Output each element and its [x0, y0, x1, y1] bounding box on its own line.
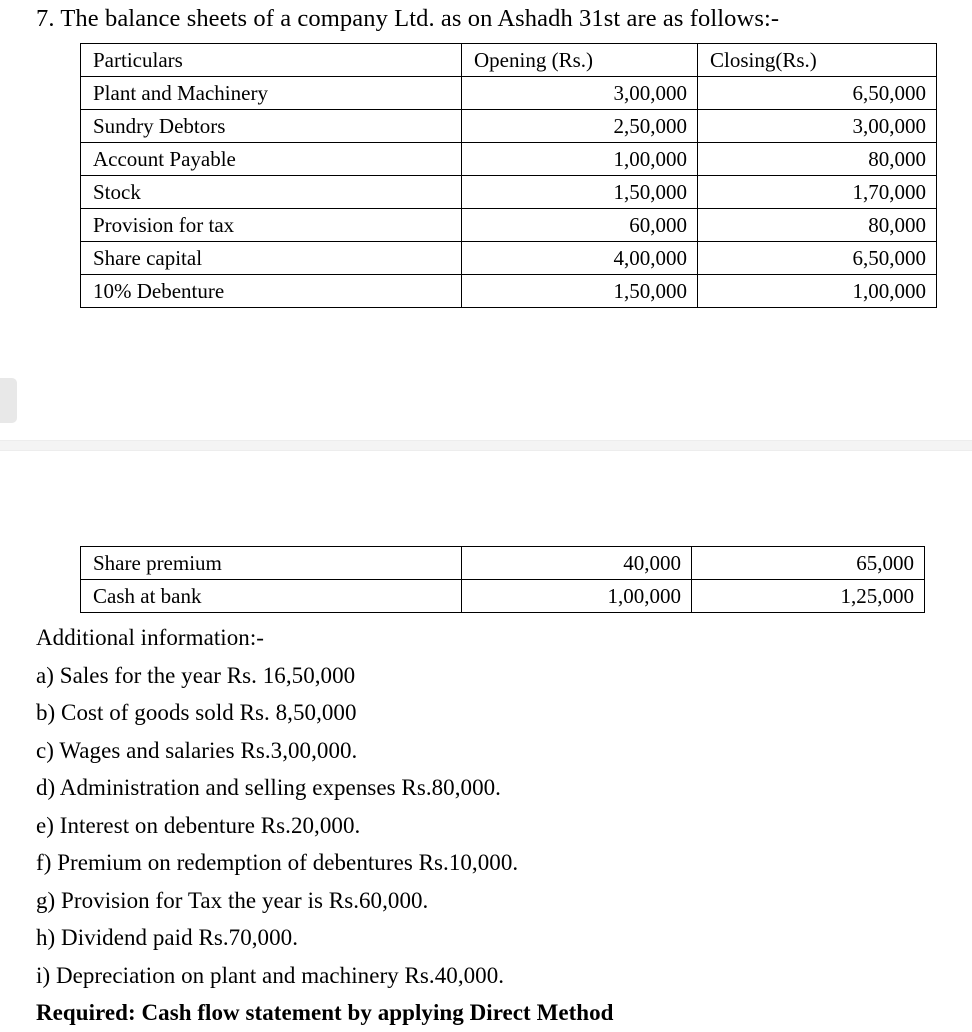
cell-opening: 1,00,000	[462, 143, 698, 176]
table-header-row	[81, 44, 937, 77]
cell-closing: 1,25,000	[692, 580, 925, 613]
additional-information-item-e: e) Interest on debenture Rs.20,000.	[36, 812, 361, 838]
document-page-one	[0, 0, 972, 440]
additional-information-item-b: b) Cost of goods sold Rs. 8,50,000	[36, 700, 357, 725]
table-row	[81, 242, 937, 275]
cell-particulars: Plant and Machinery	[81, 77, 462, 110]
table-row	[81, 77, 937, 110]
cell-particulars: 10% Debenture	[81, 275, 462, 308]
additional-information-item-h: h) Dividend paid Rs.70,000.	[36, 925, 298, 950]
cell-closing: 6,50,000	[698, 77, 937, 110]
column-header-particulars: Particulars	[81, 44, 462, 77]
additional-information-item-a: a) Sales for the year Rs. 16,50,000	[36, 662, 356, 688]
additional-information-item-i: i) Depreciation on plant and machinery Rs.40,000.	[36, 962, 505, 988]
table-row	[81, 547, 925, 580]
cell-opening: 60,000	[462, 209, 698, 242]
question-heading: 7. The balance sheets of a company Ltd. as on Ashadh 31st are as follows:-	[36, 5, 780, 32]
cell-closing: 3,00,000	[698, 110, 937, 143]
cell-opening: 40,000	[462, 547, 692, 580]
balance-sheet-table	[80, 43, 937, 308]
cell-opening: 1,00,000	[462, 580, 692, 613]
table-row	[81, 580, 925, 613]
cell-particulars: Cash at bank	[81, 580, 462, 613]
additional-information-block	[36, 619, 936, 1032]
additional-information-item-d: d) Administration and selling expenses Rs.80,000.	[36, 775, 501, 800]
additional-information-title: Additional information:-	[36, 625, 264, 650]
cell-opening: 2,50,000	[462, 110, 698, 143]
table-row	[81, 110, 937, 143]
table-row	[81, 143, 937, 176]
required-statement: Required: Cash flow statement by applying Direct Method	[36, 1000, 614, 1025]
cell-opening: 4,00,000	[462, 242, 698, 275]
column-header-opening: Opening (Rs.)	[462, 44, 698, 77]
cell-particulars: Share capital	[81, 242, 462, 275]
balance-sheet-header	[81, 44, 937, 77]
cell-closing: 6,50,000	[698, 242, 937, 275]
additional-information-item-f: f) Premium on redemption of debentures Rs.10,000.	[36, 850, 519, 875]
table-row	[81, 176, 937, 209]
additional-information-item-c: c) Wages and salaries Rs.3,00,000.	[36, 737, 358, 763]
table-row	[81, 275, 937, 308]
cell-closing: 65,000	[692, 547, 925, 580]
additional-information-item-g: g) Provision for Tax the year is Rs.60,000.	[36, 887, 429, 913]
cell-closing: 80,000	[698, 143, 937, 176]
balance-sheet-body	[81, 77, 937, 308]
balance-sheet-table-continued	[80, 546, 925, 613]
cell-particulars: Sundry Debtors	[81, 110, 462, 143]
column-header-closing: Closing(Rs.)	[698, 44, 937, 77]
cell-particulars: Account Payable	[81, 143, 462, 176]
cell-opening: 3,00,000	[462, 77, 698, 110]
cell-particulars: Provision for tax	[81, 209, 462, 242]
balance-sheet-continued-body	[81, 547, 925, 613]
cell-particulars: Stock	[81, 176, 462, 209]
cell-closing: 1,70,000	[698, 176, 937, 209]
cell-opening: 1,50,000	[462, 176, 698, 209]
cell-opening: 1,50,000	[462, 275, 698, 308]
cell-closing: 1,00,000	[698, 275, 937, 308]
cell-particulars: Share premium	[81, 547, 462, 580]
left-edge-handle[interactable]	[0, 378, 17, 423]
cell-closing: 80,000	[698, 209, 937, 242]
document-page-two	[0, 451, 972, 1029]
table-row	[81, 209, 937, 242]
page-separator	[0, 440, 972, 451]
